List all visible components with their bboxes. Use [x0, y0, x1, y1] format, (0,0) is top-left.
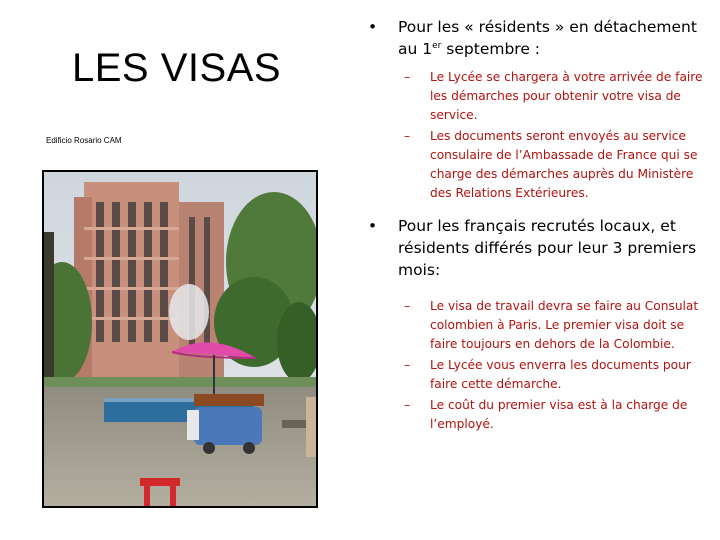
dash-marker: –: [404, 358, 411, 372]
dash-marker: –: [404, 299, 411, 313]
bullet-local-hires: [364, 215, 704, 281]
sub-item: [364, 127, 704, 203]
bullet-residents: [364, 16, 704, 60]
building-photo: [42, 170, 318, 508]
sub-item: [364, 356, 704, 394]
sub-item: [364, 68, 704, 125]
sub-item-text: Le Lycée se chargera à votre arrivée de faire les démarches pour obtenir votre visa de service.: [430, 70, 703, 122]
bullet-text: Pour les « résidents » en détachement au 1: [398, 18, 697, 58]
bullet-text: Pour les français recrutés locaux, et résidents différés pour leur 3 premiers mois:: [398, 217, 697, 279]
slide-title: LES VISAS: [72, 46, 282, 90]
dash-marker: –: [404, 70, 411, 84]
sub-item: [364, 396, 704, 434]
slide-content: [364, 16, 704, 434]
photo-caption: Edificio Rosario CAM: [46, 136, 122, 145]
sub-item-text: Le visa de travail devra se faire au Consulat colombien à Paris. Le premier visa doit se faire toujours en dehors de la Colombie.: [430, 299, 699, 351]
bullet-marker: •: [368, 18, 378, 36]
sub-item-text: Les documents seront envoyés au service consulaire de l’Ambassade de France qui se charge des démarches auprès du Ministère des Relations Extérieures.: [430, 129, 698, 200]
sub-item-text: Le coût du premier visa est à la charge de l’employé.: [430, 398, 688, 431]
sub-item-text: Le Lycée vous enverra les documents pour faire cette démarche.: [430, 358, 691, 391]
bullet-text-end: septembre :: [441, 40, 541, 58]
dash-marker: –: [404, 129, 411, 143]
bullet-marker: •: [368, 217, 378, 235]
dash-marker: –: [404, 398, 411, 412]
ordinal-suffix: er: [432, 40, 442, 51]
sub-item: [364, 297, 704, 354]
plaza-illustration: [44, 172, 316, 506]
